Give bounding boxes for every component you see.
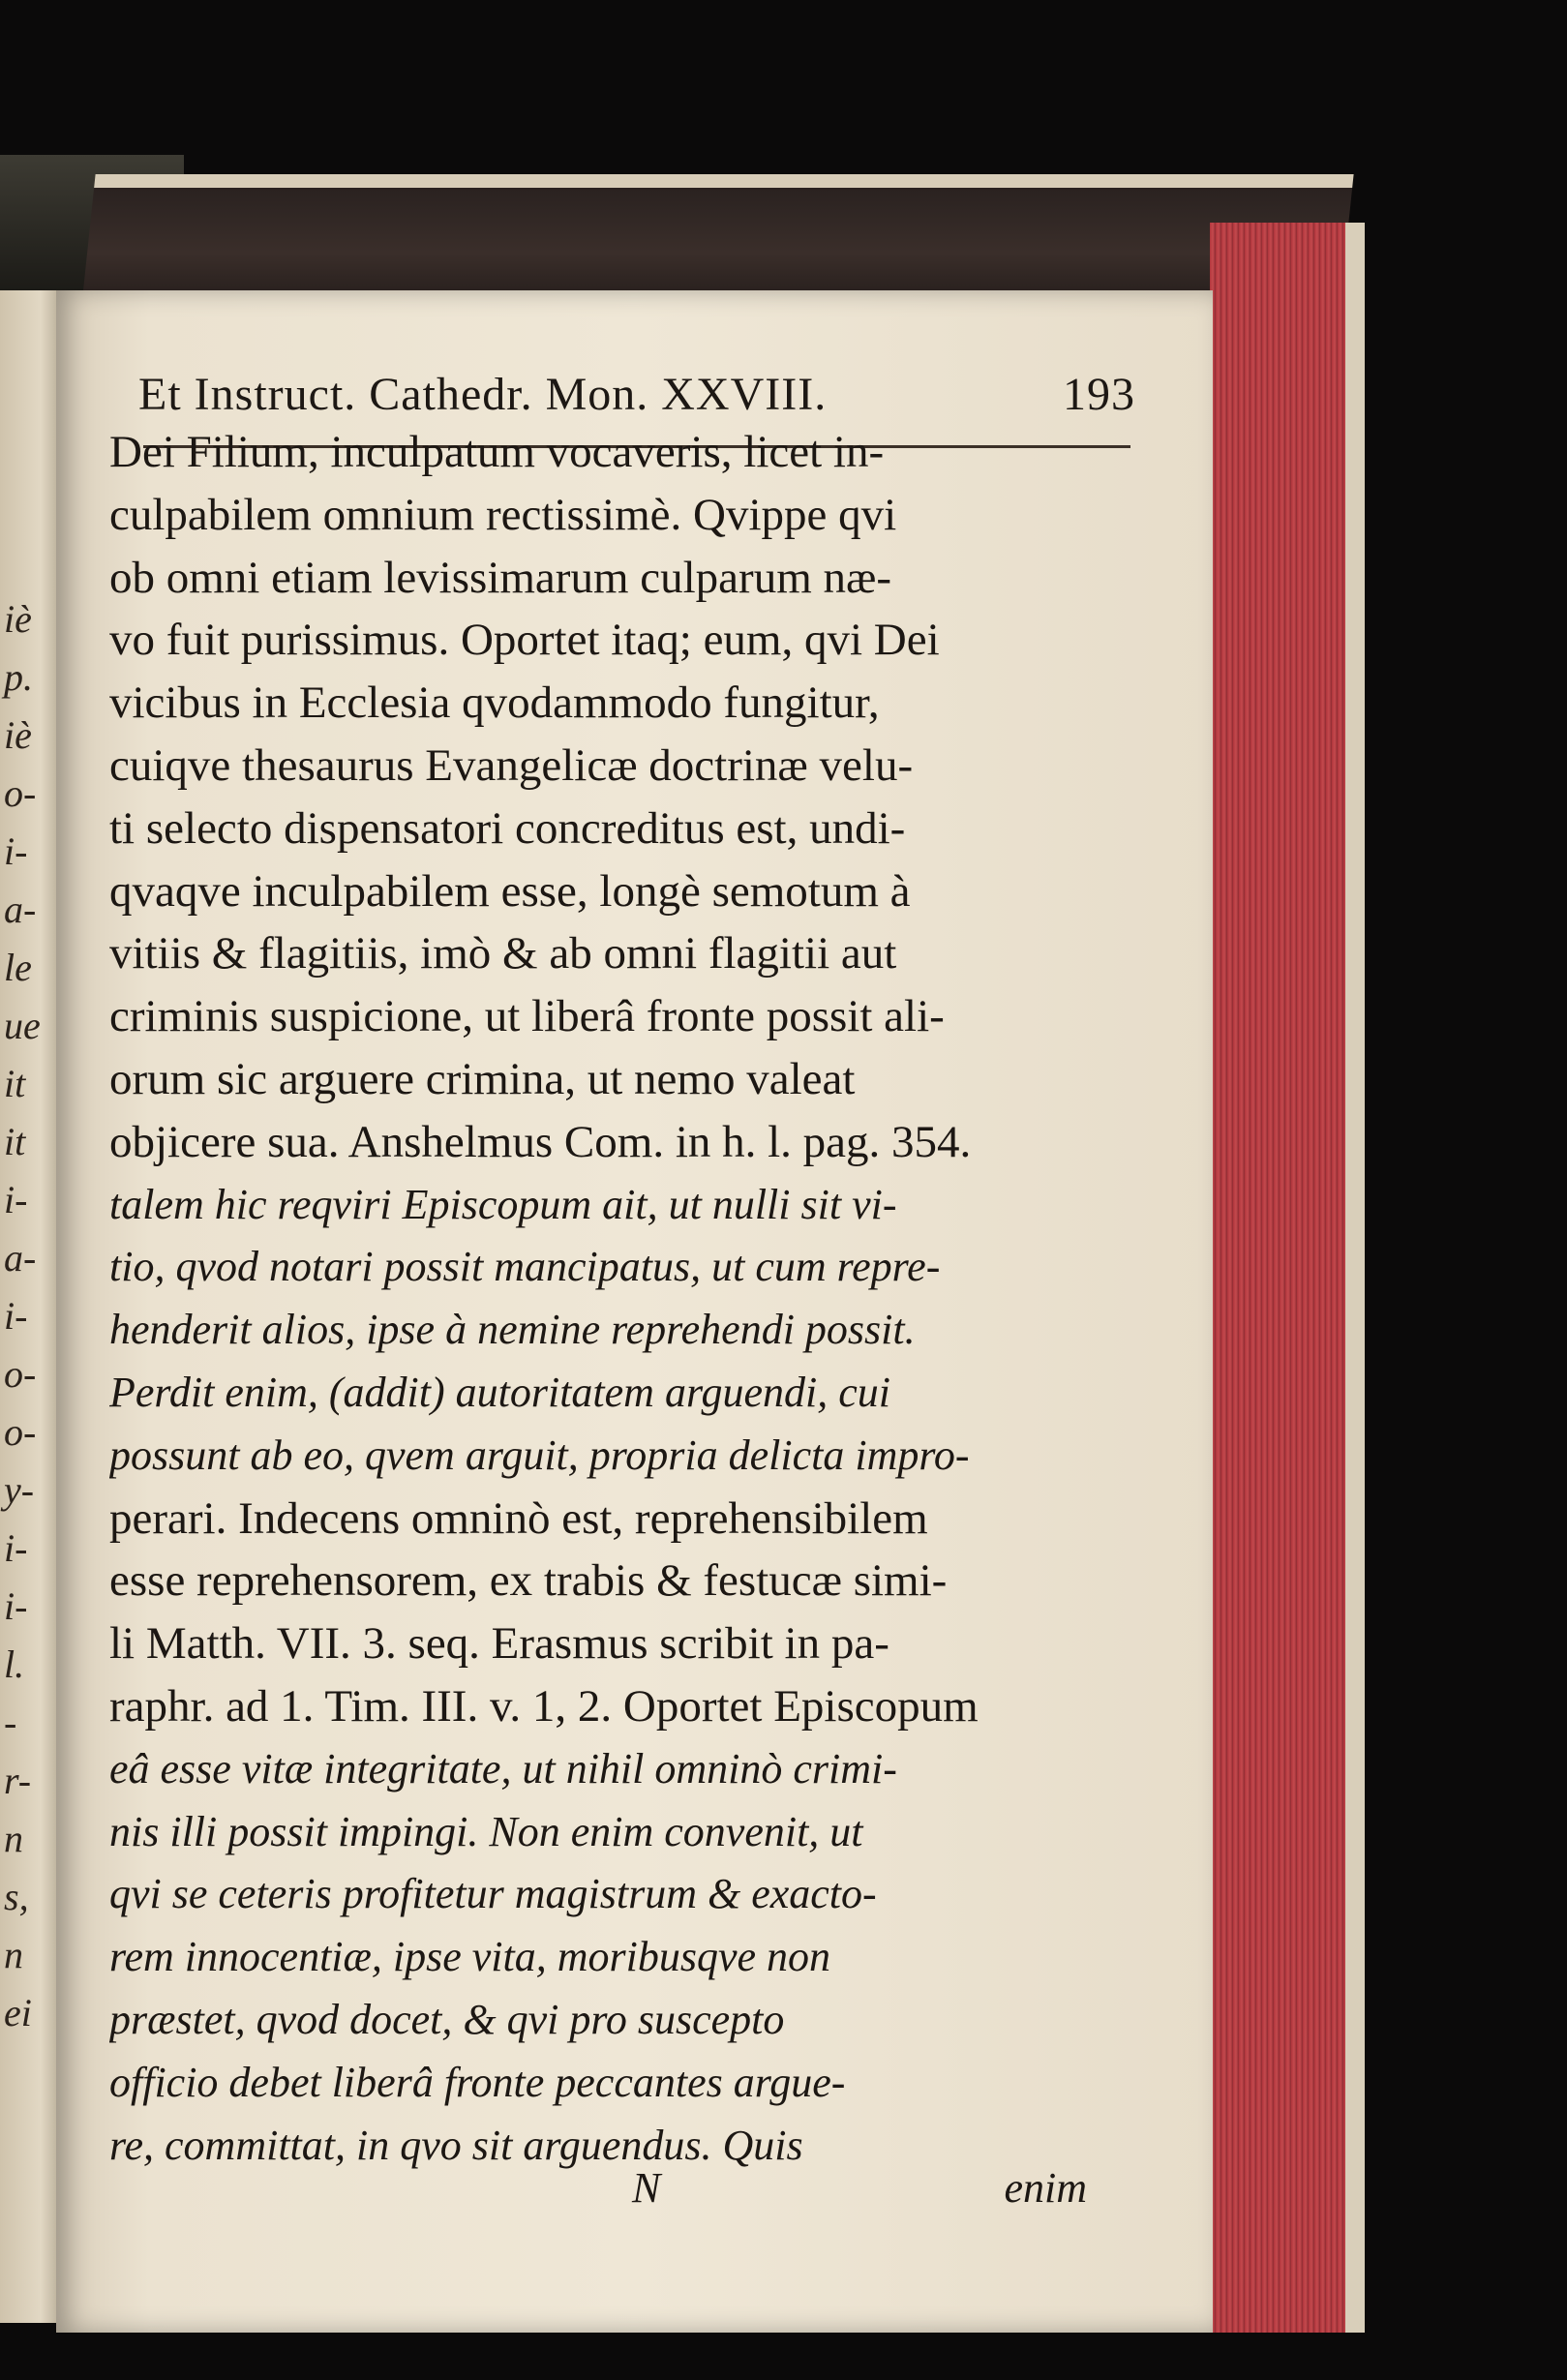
text-line: nis illi possit impingi. Non enim convenit, ut: [109, 1807, 863, 1855]
text-line: henderit alios, ipse à nemine reprehendi possit.: [109, 1306, 916, 1354]
text-line: li Matth. VII. 3. seq. Erasmus scribit in pa-: [109, 1618, 889, 1670]
fragment: -: [4, 1701, 17, 1744]
fragment: i-: [4, 1584, 28, 1628]
fragment: it: [4, 1120, 26, 1163]
body-text: [109, 421, 1087, 2177]
fragment: ei: [4, 1991, 32, 2034]
text-line: perari. Indecens omninò est, reprehensibilem: [109, 1492, 928, 1544]
fragment: iè: [4, 713, 32, 757]
fragment: n: [4, 1933, 23, 1976]
fragment: le: [4, 946, 32, 989]
text-line: vicibus in Ecclesia qvodammodo fungitur,: [109, 678, 880, 729]
fragment: p.: [4, 655, 33, 699]
fragment: i-: [4, 829, 28, 873]
text-line: orum sic arguere crimina, ut nemo valeat: [109, 1053, 856, 1104]
fragment: a-: [4, 1236, 37, 1280]
text-line: rem innocentiæ, ipse vita, moribusqve non: [109, 1933, 831, 1981]
text-line: possunt ab eo, qvem arguit, propria delicta impro-: [109, 1431, 970, 1479]
fragment: y-: [4, 1468, 35, 1512]
page-footer: [109, 2163, 1087, 2221]
fragment: o-: [4, 1352, 37, 1396]
text-line: qvaqve inculpabilem esse, longè semotum à: [109, 865, 911, 917]
text-line: Perdit enim, (addit) autoritatem arguendi, cui: [109, 1368, 890, 1416]
text-line: criminis suspicione, ut liberâ fronte possit ali-: [109, 991, 945, 1042]
text-line: re, committat, in qvo sit arguendus. Quis: [109, 2121, 803, 2169]
text-line: officio debet liberâ fronte peccantes argue-: [109, 2058, 846, 2106]
fragment: s,: [4, 1875, 29, 1918]
text-line: esse reprehensorem, ex trabis & festucæ simi-: [109, 1555, 948, 1607]
fragment: o-: [4, 771, 37, 815]
text-line: qvi se ceteris profitetur magistrum & exacto-: [109, 1870, 877, 1918]
text-line: ti selecto dispensatori concreditus est, undi-: [109, 802, 906, 854]
fragment: it: [4, 1062, 26, 1105]
text-line: Dei Filium, inculpatum vocaveris, licet in-: [109, 427, 885, 477]
fragment: ue: [4, 1004, 41, 1047]
catchword: enim: [1004, 2164, 1087, 2212]
text-line: præstet, qvod docet, & qvi pro suscepto: [109, 1995, 785, 2043]
text-line: vo fuit purissimus. Oportet itaq; eum, qvi Dei: [109, 615, 940, 666]
fragment: iè: [4, 597, 32, 641]
red-fore-edge: [1210, 223, 1365, 2333]
text-line: cuiqve thesaurus Evangelicæ doctrinæ velu-: [109, 739, 914, 791]
fragment: r-: [4, 1759, 32, 1802]
fragment: i-: [4, 1526, 28, 1570]
signature-mark: N: [632, 2164, 661, 2212]
fragment: i-: [4, 1178, 28, 1221]
fragment: i-: [4, 1294, 28, 1338]
text-line: tio, qvod notari possit mancipatus, ut cum repre-: [109, 1243, 941, 1291]
text-line: vitiis & flagitiis, imò & ab omni flagitii aut: [109, 928, 897, 979]
book-page: [56, 290, 1213, 2333]
text-line: ob omni etiam levissimarum culparum næ-: [109, 552, 891, 603]
text-line: eâ esse vitæ integritate, ut nihil omninò crimi-: [109, 1744, 897, 1793]
facing-page-text-fragments: [0, 590, 58, 2042]
fragment: l.: [4, 1642, 25, 1686]
text-line: objicere sua. Anshelmus Com. in h. l. pag. 354.: [109, 1116, 972, 1167]
running-header: [138, 368, 1135, 421]
page-number: 193: [1063, 369, 1135, 420]
fragment: n: [4, 1817, 23, 1860]
text-line: raphr. ad 1. Tim. III. v. 1, 2. Oportet Episcopum: [109, 1680, 979, 1732]
running-title: Et Instruct. Cathedr. Mon. XXVIII.: [138, 369, 828, 420]
text-line: culpabilem omnium rectissimè. Qvippe qvi: [109, 489, 897, 540]
text-line: talem hic reqviri Episcopum ait, ut nulli sit vi-: [109, 1180, 897, 1228]
fragment: o-: [4, 1410, 37, 1454]
fragment: a-: [4, 888, 37, 931]
